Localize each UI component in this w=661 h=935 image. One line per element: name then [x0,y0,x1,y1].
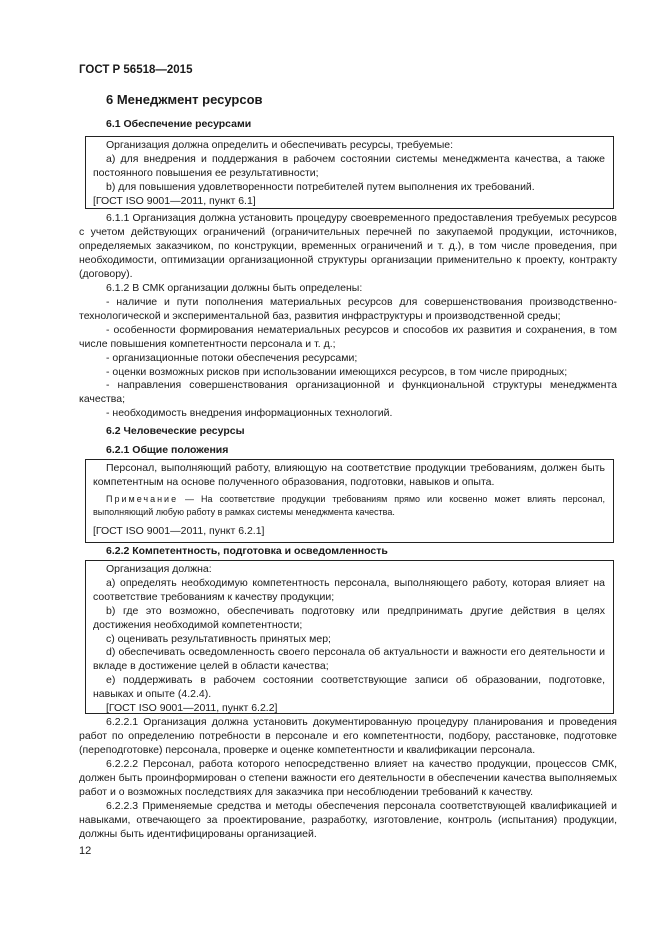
quote-intro: Организация должна определить и обеспечивать ресурсы, требуемые: [106,139,454,151]
quote-item-a: a) определять необходимую компетентность персонала, выполняющего работу, которая влияет на соответствие требованиям к качеству продукции; [93,576,605,603]
quote-6-2-1-note [93,493,605,518]
quote-item-b: b) для повышения удовлетворенности потребителей путем выполнения их требований. [106,180,535,193]
quote-intro: Организация должна: [106,563,212,575]
quote-item-a: а) для внедрения и поддержания в рабочем состоянии системы менеджмента качества, а также постоянного повышения ее результативности; [93,152,605,179]
quote-item-c: c) оценивать результативность принятых мер; [106,632,331,645]
list-item: - направления совершенствования организационной и функциональной структуры менеджмента качества; [79,379,617,406]
page-number: 12 [79,845,92,857]
list-item: - необходимость внедрения информационных технологий. [106,407,393,420]
note-label: Примечание [106,494,179,504]
quote-item-b: b) где это возможно, обеспечивать подготовку или предпринимать другие действия в целях достижения необходимой компетентности; [93,604,605,631]
list-item: - оценки возможных рисков при использовании имеющихся ресурсов, в том числе природных; [106,365,568,378]
quote-item-d: d) обеспечивать осведомленность своего персонала об актуальности и важности его деятельности и вкладе в достижение целей в области качества; [93,646,605,673]
quote-6-2-1-ref: [ГОСТ ISO 9001—2011, пункт 6.2.1] [93,525,265,537]
quote-item-e: e) поддерживать в рабочем состоянии соответствующие записи об образовании, подготовке, навыках и опыте (4.2.4). [93,674,605,701]
paragraph-6-2-2-1: 6.2.2.1 Организация должна установить документированную процедуру планирования и проведения работ по определению потребности в персонале и его компетентности, подбору, расстановке, подготовке (переподготовке) персонала, проверке и оценке компетентности и квалификации персонала. [79,716,617,756]
requirements-list [79,296,617,421]
paragraph-6-2-2-2: 6.2.2.2 Персонал, работа которого непосредственно влияет на качество продукции, процессов СМК, должен быть проинформирован о степени важности его деятельности в обеспечении качества выполняемых работ и о возможных последствиях для заказчика при несоблюдении требований к качеству. [79,758,617,798]
paragraph-6-1-2: 6.1.2 В СМК организации должны быть определены: [106,282,363,294]
list-item: - организационные потоки обеспечения ресурсами; [106,351,358,364]
subsection-6-2-1-title: 6.2.1 Общие положения [106,444,229,456]
paragraph-6-2-2-3: 6.2.2.3 Применяемые средства и методы обеспечения персонала соответствующей квалификацией и навыками, отвечающего за проектирование, разработку, изготовление, контроль (испытания) продукции, должны быть идентифицированы организацией. [79,800,617,840]
quote-6-2-1-text: Персонал, выполняющий работу, влияющую на соответствие продукции требованиям, должен быть компетентным на основе полученного образования, подготовки, навыков и опыта. [93,462,605,488]
quote-box-6-2-2-text [93,563,605,716]
list-item: - наличие и пути пополнения материальных ресурсов для совершенствования производственно-технологической и экспериментальной баз, развития инфраструктуры и производственной среды; [79,296,617,322]
subsection-6-2-2-title: 6.2.2 Компетентность, подготовка и осведомленность [106,545,388,557]
document-header: ГОСТ Р 56518—2015 [79,64,193,76]
quote-box-6-1-text [93,139,605,209]
note-text: — На соответствие продукции требованиям прямо или косвенно может влиять персонал, выполняющий любую работу в рамках системы менеджмента качества. [93,494,605,517]
quote-ref: [ГОСТ ISO 9001—2011, пункт 6.2.2] [106,702,278,715]
quote-ref: [ГОСТ ISO 9001—2011, пункт 6.1] [93,194,256,207]
subsection-6-1-title: 6.1 Обеспечение ресурсами [106,118,252,130]
subsection-6-2-title: 6.2 Человеческие ресурсы [106,425,245,437]
section-title: 6 Менеджмент ресурсов [106,92,263,107]
paragraph-6-1-1: 6.1.1 Организация должна установить процедуру своевременного предоставления требуемых ресурсов с учетом действующих ограничений (ограничительных перечней по закупаемой продукции, источников, определяемых заказчиком, по конструкции, временных ограничений и т. д.), в том числе проведения, при необходимости, оптимизации организационной структуры организации применительно к проекту, контракту (договору). [79,212,617,280]
list-item: - особенности формирования нематериальных ресурсов и способов их развития и сохранения, в том числе повышения компетентности персонала и т. д.; [79,323,617,350]
